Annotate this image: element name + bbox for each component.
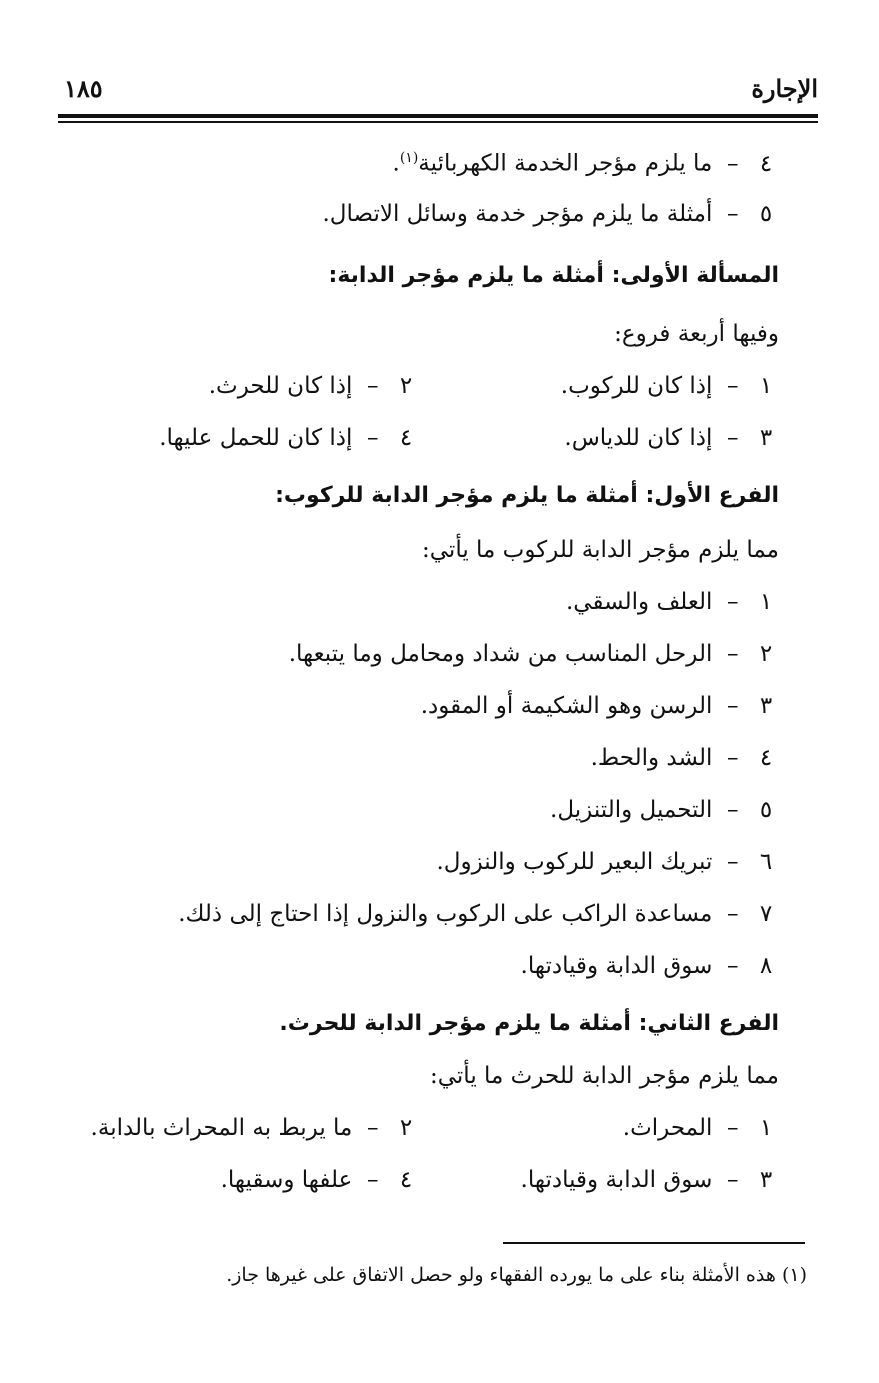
footnote-separator (503, 1242, 805, 1244)
list-item: ٤ – إذا كان للحمل عليها. (159, 425, 413, 451)
list-item: ٤ – علفها وسقيها. (220, 1167, 413, 1193)
branch-intro: مما يلزم مؤجر الدابة للركوب ما يأتي: (422, 537, 779, 563)
list-item: ٧ – مساعدة الراكب على الركوب والنزول إذا احتاج إلى ذلك. (178, 901, 773, 927)
list-item: ١ – إذا كان للركوب. (560, 373, 773, 399)
header-rule-thin (58, 121, 818, 123)
branch-intro: مما يلزم مؤجر الدابة للحرث ما يأتي: (429, 1063, 779, 1089)
items-row (59, 1110, 779, 1146)
list-item: ٤ – ما يلزم مؤجر الخدمة الكهربائية$^{(١)}$. (392, 150, 773, 177)
list-item: ٥ – التحميل والتنزيل. (550, 797, 773, 823)
list-item: ١ – المحراث. (622, 1115, 773, 1141)
footnote-marker: (١) (781, 1264, 807, 1286)
footnote-text: هذه الأمثلة بناء على ما يورده الفقهاء ولو حصل الاتفاق على غيرها جاز. (226, 1264, 776, 1286)
list-item: ٢ – إذا كان للحرث. (208, 373, 413, 399)
section-intro: وفيها أربعة فروع: (614, 321, 779, 347)
list-item: ٢ – ما يربط به المحراث بالدابة. (90, 1115, 413, 1141)
branch-heading: الفرع الثاني: أمثلة ما يلزم مؤجر الدابة للحرث. (279, 1011, 779, 1036)
branch-heading: الفرع الأول: أمثلة ما يلزم مؤجر الدابة للركوب: (275, 483, 779, 508)
list-item: ٨ – سوق الدابة وقيادتها. (520, 953, 773, 979)
list-item: ٣ – سوق الدابة وقيادتها. (520, 1167, 773, 1193)
list-item: ٢ – الرحل المناسب من شداد ومحامل وما يتبعها. (288, 641, 773, 667)
page-number: ١٨٥ (64, 74, 103, 103)
list-item: ٤ – الشد والحط. (590, 745, 773, 771)
running-title: الإجارة (751, 74, 818, 103)
list-item: ١ – العلف والسقي. (566, 589, 773, 615)
footnote (226, 1264, 807, 1286)
items-row (59, 1162, 779, 1198)
list-item: ٣ – الرسن وهو الشكيمة أو المقود. (420, 693, 773, 719)
list-item: ٣ – إذا كان للدياس. (564, 425, 773, 451)
header-rule-thick (58, 114, 818, 118)
branches-row (59, 420, 779, 456)
branches-row (59, 368, 779, 404)
list-item: ٦ – تبريك البعير للركوب والنزول. (436, 849, 773, 875)
footnote-ref: (١) (399, 150, 419, 166)
list-item: ٥ – أمثلة ما يلزم مؤجر خدمة وسائل الاتصال. (322, 201, 773, 227)
section-heading: المسألة الأولى: أمثلة ما يلزم مؤجر الدابة: (328, 263, 779, 288)
page-header (58, 72, 818, 112)
